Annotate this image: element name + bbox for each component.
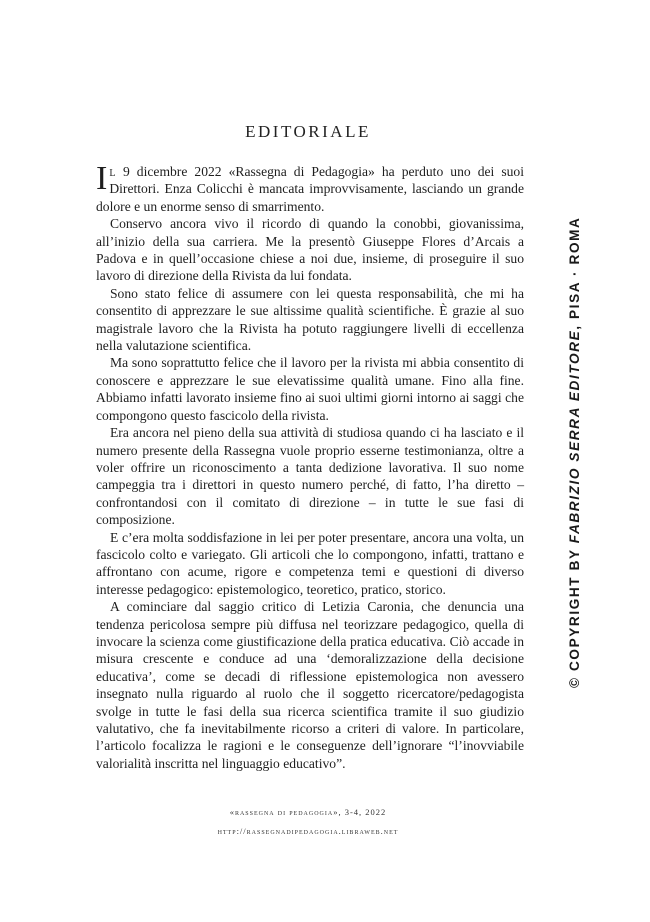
- page-title: EDITORIALE: [245, 122, 371, 141]
- footer-journal: «rassegna di pedagogia», 3-4, 2022: [229, 807, 387, 817]
- paragraph-1-smallcaps: l: [109, 164, 116, 179]
- paragraph-1-text: 9 dicembre 2022 «Rassegna di Pedagogia» ha perduto uno dei suoi Direttori. Enza Colicchi è mancata improvvisamente, lasciando un grande dolore e un enorme senso di smarrimento.: [96, 164, 524, 214]
- paragraph-1: [96, 160, 524, 215]
- paragraph-7: A cominciare dal saggio critico di Letizia Caronia, che denuncia una tendenza pericolosa sempre più diffusa nel teorizzare pedagogico, quella di invocare la scienza come giustificazione della pratica educativa. Ciò accade in misura crescente e conduce ad una ‘demoralizzazione della decisione educativa’, come se decadi di riflessione epistemologica non avessero insegnato nulla riguardo al ruolo che il soggetto ricercatore/pedagogista svolge in tutte le fasi della sua ricerca scientifica tramite il suo giudizio valutativo, che fa inevitabilmente ricorso a criteri di valore. In particolare, l’articolo focalizza le ragioni e le conseguenze dell’ignorare “l’inovviabile valorialità inscritta nel linguaggio educativo”.: [96, 599, 524, 771]
- paragraph-3: Sono stato felice di assumere con lei questa responsabilità, che mi ha consentito di apprezzare le sue altissime qualità scientifiche. È grazie al suo magistrale lavoro che la Rivista ha potuto raggiungere livelli di eccellenza nella valutazione scientifica.: [96, 285, 524, 354]
- drop-cap: I: [96, 160, 108, 197]
- copyright-suffix: , PISA · ROMA: [567, 216, 582, 330]
- copyright-notice: [567, 217, 582, 688]
- copyright-prefix: © COPYRIGHT BY: [567, 543, 582, 688]
- paragraph-4: Ma sono soprattutto felice che il lavoro per la rivista mi abbia consentito di conoscere e apprezzare le sue elevatissime qualità umane. Fino alla fine. Abbiamo infatti lavorato insieme fino ai suoi ultimi giorni intorno ai saggi che compongono questo fascicolo della rivista.: [96, 355, 524, 423]
- paragraph-2: Conservo ancora vivo il ricordo di quando la conobbi, giovanissima, all’inizio della sua carriera. Me la presentò Giuseppe Flores d’Arcais a Padova e in quell’occasione chiese a noi due, insieme, di proseguire il suo lavoro di direzione della Rivista da lui fondata.: [96, 216, 524, 284]
- editorial-body: [96, 160, 524, 772]
- copyright-publisher: FABRIZIO SERRA EDITORE: [567, 329, 582, 544]
- footer-url[interactable]: http://rassegnadipedagogia.libraweb.net: [217, 826, 399, 836]
- paragraph-6: E c’era molta soddisfazione in lei per poter presentare, ancora una volta, un fascicolo colto e variegato. Gli articoli che lo compongono, infatti, trattano e affrontano con acume, rigore e competenza temi e questioni di diverso interesse pedagogico: epistemologico, teoretico, pratico, storico.: [96, 529, 524, 597]
- paragraph-5: Era ancora nel pieno della sua attività di studiosa quando ci ha lasciato e il numero presente della Rassegna vuole proprio esserne testimonianza, oltre a voler offrire un riconoscimento a tanta dedizione lavorativa. Il suo nome campeggia tra i direttori in questo numero perché, di fatto, l’ha diretto – confrontandosi con il comitato di direzione – in tutte le sue fasi di composizione.: [96, 425, 524, 528]
